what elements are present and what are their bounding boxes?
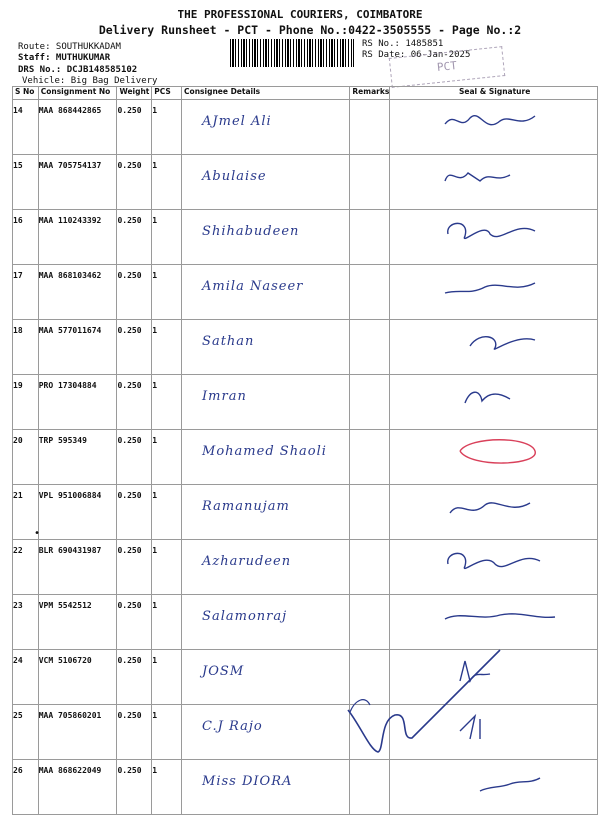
row-consignment: BLR 690431987 [38,540,117,595]
row-remarks [350,540,390,595]
row-consignment: VPL 951006884 [38,485,117,540]
route-label: Route: SOUTHUKKADAM [18,42,121,52]
row-weight: 0.250 [117,265,152,320]
row-consignee: Shihabudeen [182,210,350,265]
rs-number: RS No.: 1485851 [362,39,444,49]
row-sno: 21 [13,485,39,540]
signature-scribble [440,216,560,246]
col-weight: Weight [117,87,152,100]
row-remarks [350,760,390,815]
col-sno: S No [13,87,39,100]
table-row [13,155,598,210]
col-remarks: Remarks [350,87,390,100]
row-consignee: Abulaise [182,155,350,210]
row-consignee: AJmel Ali [182,100,350,155]
row-consignment: MAA 868442865 [38,100,117,155]
row-remarks [350,430,390,485]
row-remarks [350,155,390,210]
row-sno: 24 [13,650,39,705]
row-weight: 0.250 [117,375,152,430]
row-consignee: Ramanujam [182,485,350,540]
row-weight: 0.250 [117,705,152,760]
table-row [13,320,598,375]
row-consignee: Imran [182,375,350,430]
table-header-row [13,87,598,100]
signature-scribble [440,601,560,631]
row-consignee: C.J Rajo [182,705,350,760]
row-weight: 0.250 [117,210,152,265]
row-signature [390,540,598,595]
signature-scribble [440,271,560,301]
col-consignee: Consignee Details [182,87,350,100]
row-sno: 15 [13,155,39,210]
runsheet-subtitle: Delivery Runsheet - PCT - Phone No.:0422-3505555 - Page No.:2 [98,23,522,37]
row-consignment: TRP 595349 [38,430,117,485]
signature-scribble [440,491,560,521]
rs-date: RS Date: 06-Jan-2025 [362,50,471,60]
row-sno: 16 [13,210,39,265]
table-row [13,100,598,155]
row-sno: 19 [13,375,39,430]
runsheet-table [12,86,598,815]
row-pcs: 1 [152,320,182,375]
row-pcs: 1 [152,595,182,650]
row-signature [390,155,598,210]
row-sno: 23 [13,595,39,650]
row-consignment: VPM 5542512 [38,595,117,650]
row-sno: 20 [13,430,39,485]
row-pcs: 1 [152,375,182,430]
margin-mark: • [34,528,41,539]
row-weight: 0.250 [117,485,152,540]
vehicle-label: Vehicle: Big Bag Delivery [22,76,158,86]
row-weight: 0.250 [117,320,152,375]
row-pcs: 1 [152,705,182,760]
table-row [13,540,598,595]
row-pcs: 1 [152,265,182,320]
row-consignment: MAA 868622049 [38,760,117,815]
row-signature [390,375,598,430]
signature-scribble [440,546,560,576]
row-weight: 0.250 [117,540,152,595]
row-remarks [350,320,390,375]
row-consignee: Azharudeen [182,540,350,595]
row-signature [390,265,598,320]
row-signature [390,210,598,265]
table-row [13,760,598,815]
row-consignee: Salamonraj [182,595,350,650]
row-consignment: MAA 868103462 [38,265,117,320]
runsheet-title: THE PROFESSIONAL COURIERS, COIMBATORE [177,8,423,21]
signature-scribble [440,436,560,466]
signature-scribble [440,161,560,191]
row-weight: 0.250 [117,100,152,155]
signature-scribble [440,766,560,796]
table-row [13,430,598,485]
row-pcs: 1 [152,210,182,265]
row-consignee: Sathan [182,320,350,375]
signature-scribble [440,326,560,356]
row-remarks [350,375,390,430]
row-signature [390,430,598,485]
row-consignment: MAA 705860201 [38,705,117,760]
row-signature [390,760,598,815]
table-row [13,265,598,320]
row-pcs: 1 [152,540,182,595]
signature-scribble [440,381,560,411]
col-signature: Seal & Signature [390,87,598,100]
row-weight: 0.250 [117,430,152,485]
row-pcs: 1 [152,760,182,815]
row-signature [390,100,598,155]
row-sno: 25 [13,705,39,760]
row-consignee: Mohamed Shaoli [182,430,350,485]
signature-scribble [440,106,560,136]
row-consignee: JOSM [182,650,350,705]
row-consignment: VCM 5106720 [38,650,117,705]
row-signature [390,320,598,375]
row-pcs: 1 [152,485,182,540]
drs-number: DRS No.: DCJB148585102 [18,65,138,75]
row-weight: 0.250 [117,760,152,815]
row-pcs: 1 [152,155,182,210]
row-sno: 18 [13,320,39,375]
barcode [230,39,354,67]
table-row [13,485,598,540]
staff-label: Staff: MUTHUKUMAR [18,53,111,63]
table-row [13,210,598,265]
supervisor-signature [340,640,510,760]
col-consignment: Consignment No [38,87,117,100]
row-sno: 26 [13,760,39,815]
row-consignment: PRO 17304884 [38,375,117,430]
row-weight: 0.250 [117,650,152,705]
row-consignment: MAA 705754137 [38,155,117,210]
row-pcs: 1 [152,100,182,155]
row-pcs: 1 [152,430,182,485]
row-consignment: MAA 110243392 [38,210,117,265]
row-pcs: 1 [152,650,182,705]
row-remarks [350,485,390,540]
row-signature [390,485,598,540]
row-weight: 0.250 [117,155,152,210]
row-sno: 22 [13,540,39,595]
row-consignee: Amila Naseer [182,265,350,320]
row-consignee: Miss DIORA [182,760,350,815]
row-remarks [350,265,390,320]
row-weight: 0.250 [117,595,152,650]
row-sno: 17 [13,265,39,320]
stamp-text: PCT [436,58,458,75]
table-row [13,375,598,430]
row-consignment: MAA 577011674 [38,320,117,375]
col-pcs: PCS [152,87,182,100]
row-sno: 14 [13,100,39,155]
row-remarks [350,100,390,155]
row-remarks [350,210,390,265]
